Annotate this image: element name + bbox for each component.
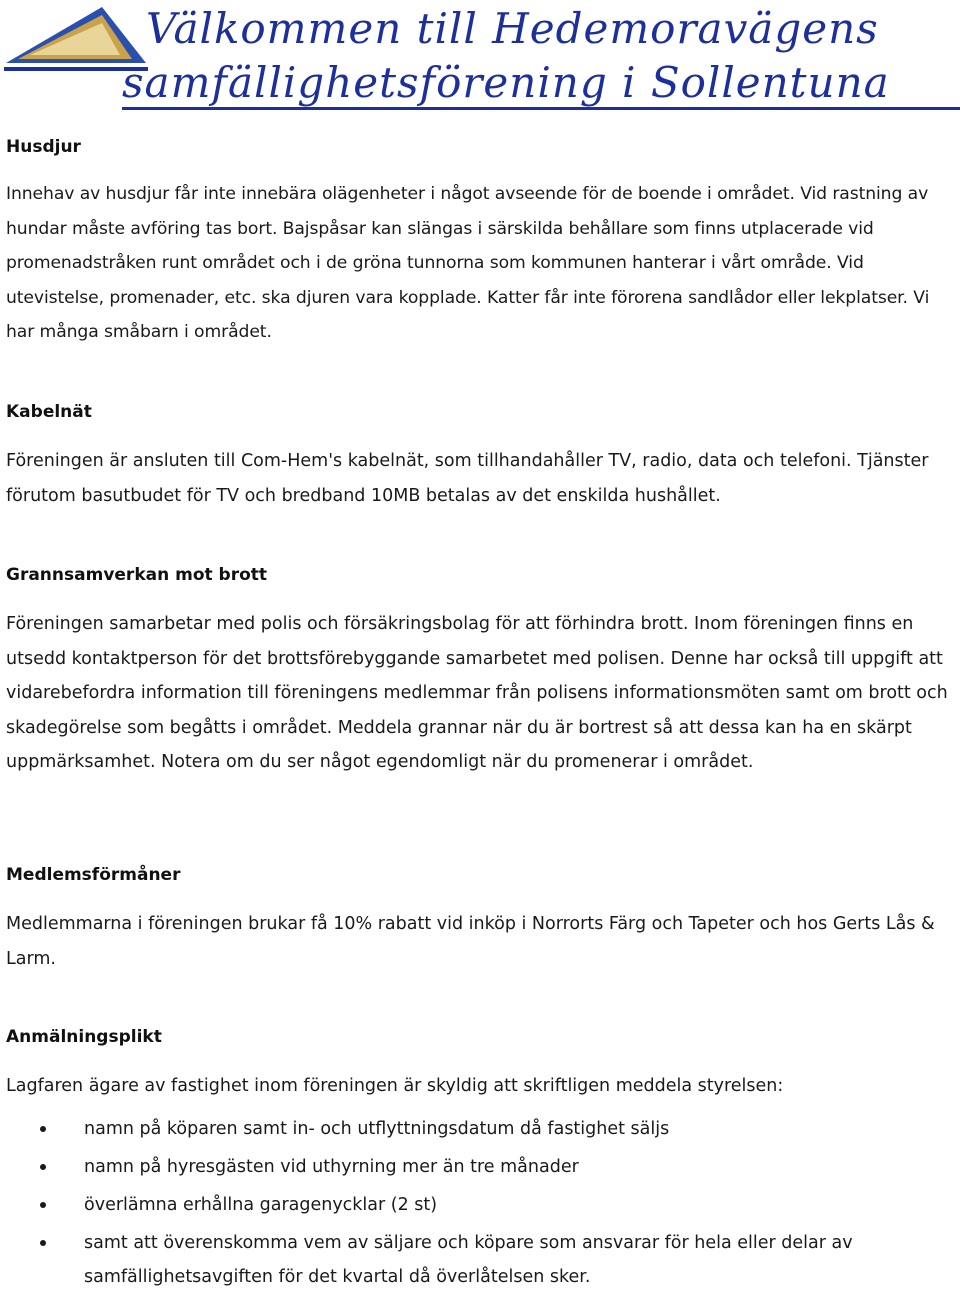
section-heading: Grannsamverkan mot brott bbox=[6, 565, 268, 585]
section-paragraph: Föreningen samarbetar med polis och försäkringsbolag för att förhindra brott. Inom föreningen finns en utsedd kontaktperson för det brottsförebyggande samarbetet med polisen. Denne har också till uppgift att vidarebefordra information till föreningens medlemmar från polisens informationsmöten samt om brott och skadegörelse som begåtts i området. Meddela grannar när du är bortrest så att dessa kan ha en skärpt uppmärksamhet. Notera om du ser något egendomligt när du promenerar i området. bbox=[6, 614, 948, 773]
requirements-list bbox=[6, 1112, 954, 1294]
site-title bbox=[122, 2, 952, 110]
list-item-text: namn på köparen samt in- och utflyttningsdatum då fastighet säljs bbox=[84, 1118, 670, 1139]
list-item-text: samt att överenskomma vem av säljare och köpare som ansvarar för hela eller delar av samfällighetsavgiften för det kvartal då överlåtelsen sker. bbox=[84, 1232, 853, 1287]
section-paragraph: Lagfaren ägare av fastighet inom föreningen är skyldig att skriftligen meddela styrelsen: bbox=[6, 1076, 784, 1096]
section-heading: Kabelnät bbox=[6, 402, 92, 422]
section-paragraph: Medlemmarna i föreningen brukar få 10% rabatt vid inköp i Norrorts Färg och Tapeter och hos Gerts Lås & Larm. bbox=[6, 914, 935, 969]
list-item bbox=[6, 1188, 954, 1222]
header-divider bbox=[122, 107, 960, 110]
section-paragraph: Innehav av husdjur får inte innebära olägenheter i något avseende för de boende i området. Vid rastning av hundar måste avföring tas bort. Bajspåsar kan slängas i särskilda behållare som finns utplacerade vid promenadstråken runt området och i de gröna tunnorna som kommunen hanterar i vårt område. Vid utevistelse, promenader, etc. ska djuren vara kopplade. Katter får inte förorena sandlådor eller lekplatser. Vi har många småbarn i området. bbox=[6, 184, 930, 343]
section-kabelnat bbox=[6, 395, 954, 513]
bullet-icon bbox=[40, 1126, 46, 1132]
section-grannsamverkan bbox=[6, 558, 954, 780]
site-title-line-1: Välkommen till Hedemoravägens bbox=[146, 4, 879, 53]
section-husdjur bbox=[6, 130, 954, 350]
list-item bbox=[6, 1150, 954, 1184]
bullet-icon bbox=[40, 1240, 46, 1246]
section-heading: Husdjur bbox=[6, 137, 81, 157]
list-item bbox=[6, 1112, 954, 1146]
section-medlemsformaner bbox=[6, 858, 954, 976]
page-header bbox=[0, 0, 960, 118]
section-heading: Anmälningsplikt bbox=[6, 1027, 162, 1047]
list-item-text: namn på hyresgästen vid uthyrning mer än tre månader bbox=[84, 1156, 579, 1177]
bullet-icon bbox=[40, 1202, 46, 1208]
site-title-line-2: samfällighetsförening i Sollentuna bbox=[122, 58, 890, 107]
section-paragraph: Föreningen är ansluten till Com-Hem's kabelnät, som tillhandahåller TV, radio, data och telefoni. Tjänster förutom basutbudet för TV och bredband 10MB betalas av det enskilda hushållet. bbox=[6, 451, 929, 506]
bullet-icon bbox=[40, 1164, 46, 1170]
list-item bbox=[6, 1226, 954, 1294]
section-anmalningsplikt bbox=[6, 1020, 954, 1298]
list-item-text: överlämna erhållna garagenycklar (2 st) bbox=[84, 1194, 438, 1215]
section-heading: Medlemsförmåner bbox=[6, 865, 181, 885]
